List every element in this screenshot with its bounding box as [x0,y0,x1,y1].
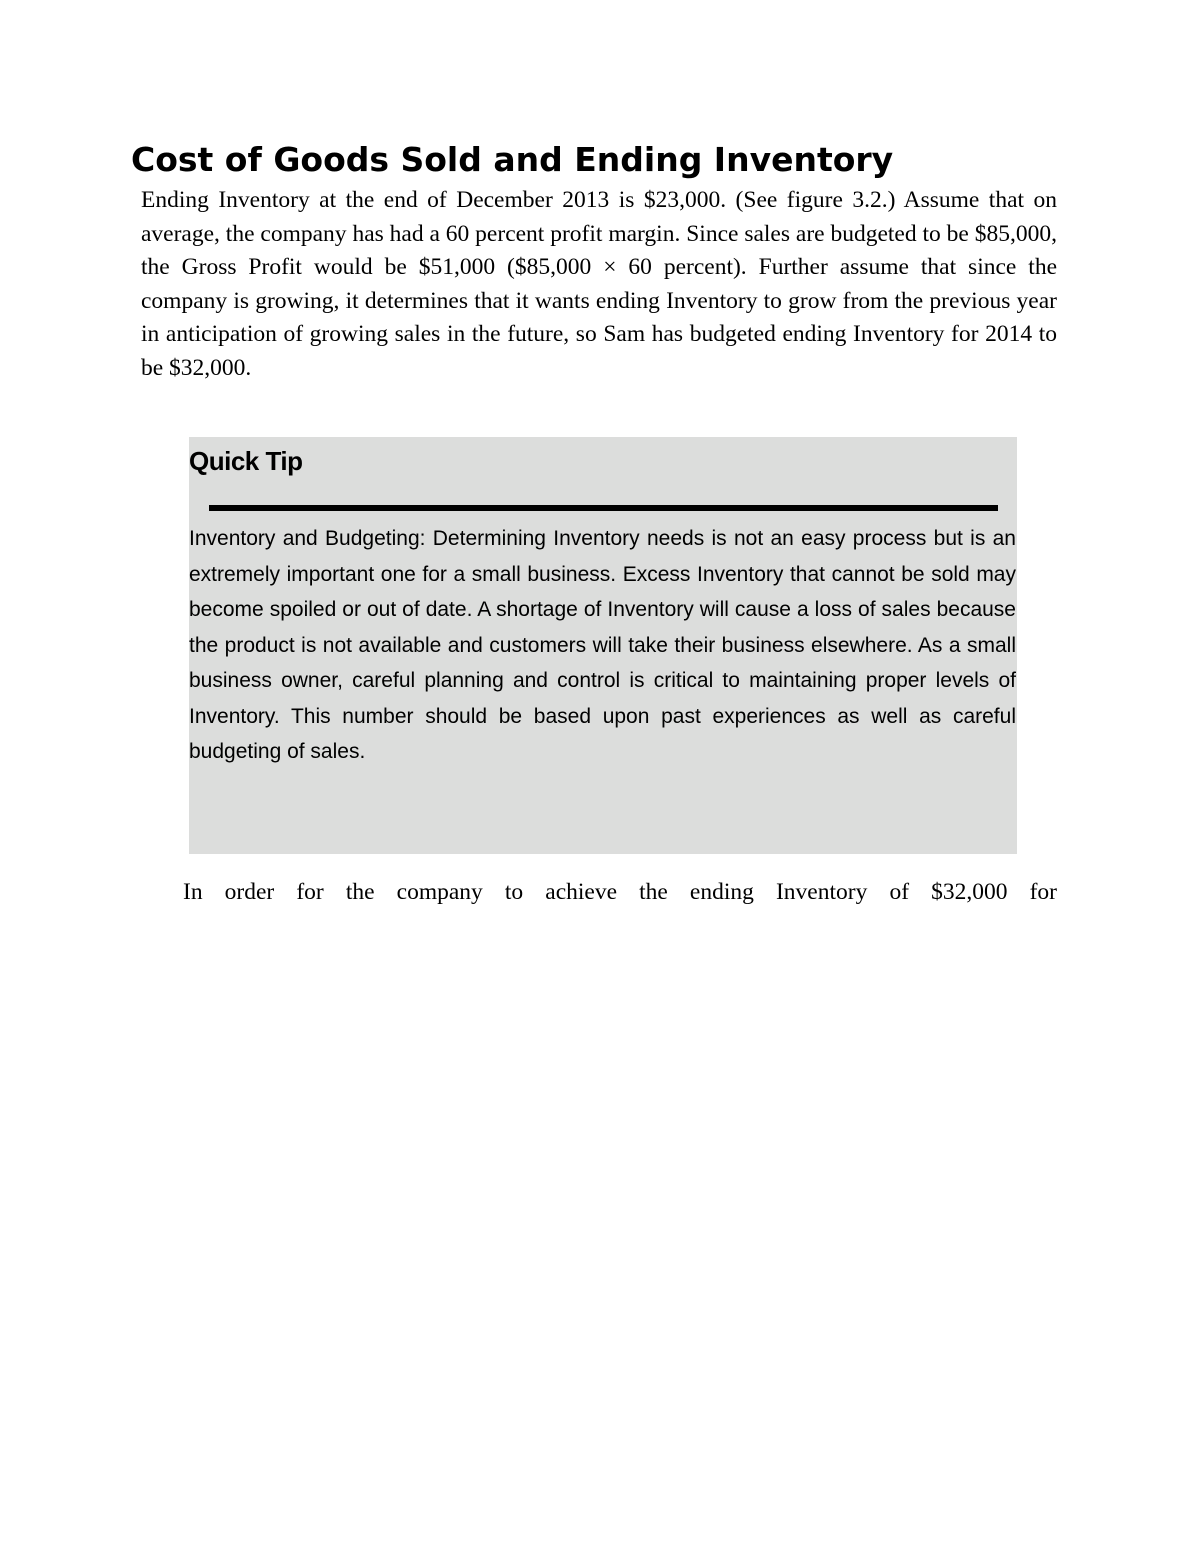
intro-paragraph: Ending Inventory at the end of December 2013 is $23,000. (See figure 3.2.) Assume that on average, the company has had a 60 percent profit margin. Since sales are budgeted to be $85,000, the Gross Profit would be $51,000 ($85,000 × 60 percent). Further assume that since the company is growing, it determines that it wants ending Inventory to grow from the previous year in anticipation of growing sales in the future, so Sam has budgeted ending Inventory for 2014 to be $32,000. [141,187,1057,381]
quick-tip-body: Inventory and Budgeting: Determining Inventory needs is not an easy process but is an extremely important one for a small business. Excess Inventory that cannot be sold may become spoiled or out of date. A shortage of Inventory will cause a loss of sales because the product is not available and customers will take their business elsewhere. As a small business owner, careful planning and control is critical to maintaining proper levels of Inventory. This number should be based upon past experiences as well as careful budgeting of sales. [189,527,1016,763]
continuation-paragraph: In order for the company to achieve the ending Inventory of $32,000 for [183,879,1057,905]
quick-tip-divider [209,505,998,511]
section-heading: Cost of Goods Sold and Ending Inventory [131,140,894,179]
quick-tip-title: Quick Tip [189,446,303,476]
quick-tip-box [189,437,1017,854]
